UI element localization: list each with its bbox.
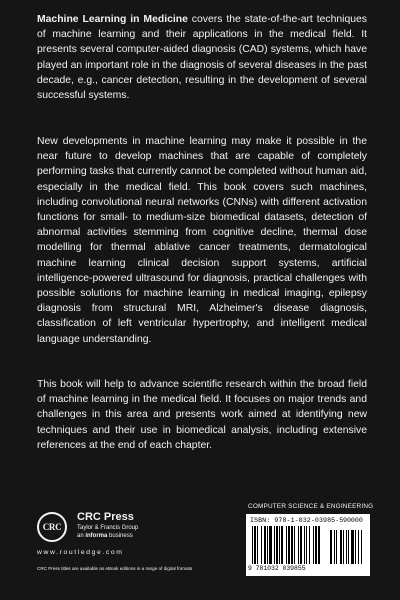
barcode-addon-bar xyxy=(355,530,356,564)
barcode-bar xyxy=(267,526,268,564)
barcode-bar xyxy=(274,526,275,564)
barcode-bar xyxy=(300,526,302,564)
barcode-addon-bar xyxy=(336,530,337,564)
barcode-bar xyxy=(286,526,287,564)
publisher-url: www.routledge.com xyxy=(37,549,124,556)
barcode-addon-bar xyxy=(346,530,347,564)
publisher-name: CRC Press xyxy=(77,511,134,523)
barcode-bar xyxy=(298,526,299,564)
subject-category: COMPUTER SCIENCE & ENGINEERING xyxy=(248,503,374,510)
barcode-bar xyxy=(294,526,295,564)
barcode-bar xyxy=(257,526,258,564)
barcode-bar xyxy=(269,526,272,564)
blurb-paragraph-2: New developments in machine learning may make it possible in the near future to develop machines that are capable of completely performing tasks that currently cannot be completed without human aid, especially in the medical field. This book covers such machines, including convolutional neural networks (CNNs) with different activation functions for small- to medium-size biomedical datasets, detection of abnormal activities stemming from cognitive decline, thermal dose modelling for thermal ablative cancer treatments, dermatological machine learning clinical decision support systems, artificial intelligence-powered ultrasound for diagnosis, practical challenges with possible solutions for machine learning in medical imaging, epilepsy diagnosis from structural MRI, Alzheimer's disease diagnosis, classification of left ventricular hypertrophy, and intelligent medical language understanding. xyxy=(37,136,367,345)
publisher-parent-prefix: an xyxy=(77,533,86,539)
barcode-addon-bar xyxy=(343,530,344,564)
barcode-addon-bar xyxy=(348,530,349,564)
isbn-number: ISBN: 978-1-032-03985-5 xyxy=(250,517,344,524)
publisher-parent xyxy=(77,533,133,539)
barcode-bar xyxy=(309,526,310,564)
publisher-block xyxy=(37,504,237,594)
crc-logo-text: CRC xyxy=(42,522,62,532)
publisher-parent-brand: informa xyxy=(85,533,108,539)
barcode-bar xyxy=(313,526,314,564)
blurb-paragraph-3: This book will help to advance scientific research within the broad field of machine learning in the medical field. It focuses on major trends and challenges in this area and presents work aimed at identifying new techniques and their use in biomedical analysis, including extensive references at the end of each chapter. xyxy=(37,379,367,451)
barcode-addon-bar xyxy=(330,530,332,564)
barcode-bar xyxy=(254,526,256,564)
barcode-addon-bar xyxy=(358,530,359,564)
barcode-bar xyxy=(264,526,266,564)
barcode-bar xyxy=(318,526,320,564)
barcode-bar xyxy=(291,526,293,564)
isbn-text xyxy=(250,517,347,524)
barcode-bar xyxy=(306,526,307,564)
barcode-addon-bar xyxy=(361,530,362,564)
barcode-addon-bar xyxy=(334,530,335,564)
price-code: 90000 xyxy=(343,517,363,524)
barcode-addon-bar xyxy=(351,530,354,564)
barcode-addon-bar xyxy=(340,530,342,564)
book-title: Machine Learning in Medicine xyxy=(37,14,188,25)
barcode-bar xyxy=(304,526,305,564)
blurb-paragraph-1-text: covers the state-of-the-art techniques of machine learning and their applications in the medical field. It presents several computer-aided diagnosis (CAD) systems, which have played an important role in the diagnosis of several diseases in the past decade, e.g., cancer detection, resulting in the development of several successful systems. xyxy=(37,14,367,102)
barcode-bar xyxy=(315,526,317,564)
barcode-bar xyxy=(252,526,253,564)
barcode-bar xyxy=(288,526,290,564)
crc-logo-icon xyxy=(37,512,67,542)
ebook-note: CRC Press titles are available as eBook editions in a range of digital formats xyxy=(37,566,193,571)
blurb-paragraph-1 xyxy=(37,12,367,103)
publisher-group: Taylor & Francis Group xyxy=(77,525,139,531)
barcode-bar xyxy=(261,526,262,564)
barcode-bar xyxy=(276,526,278,564)
publisher-parent-suffix: business xyxy=(107,533,133,539)
barcode-icon xyxy=(252,526,364,566)
barcode-digits: 9 781032 039855 xyxy=(248,565,306,572)
barcode-bar xyxy=(281,526,283,564)
barcode-bar xyxy=(279,526,280,564)
